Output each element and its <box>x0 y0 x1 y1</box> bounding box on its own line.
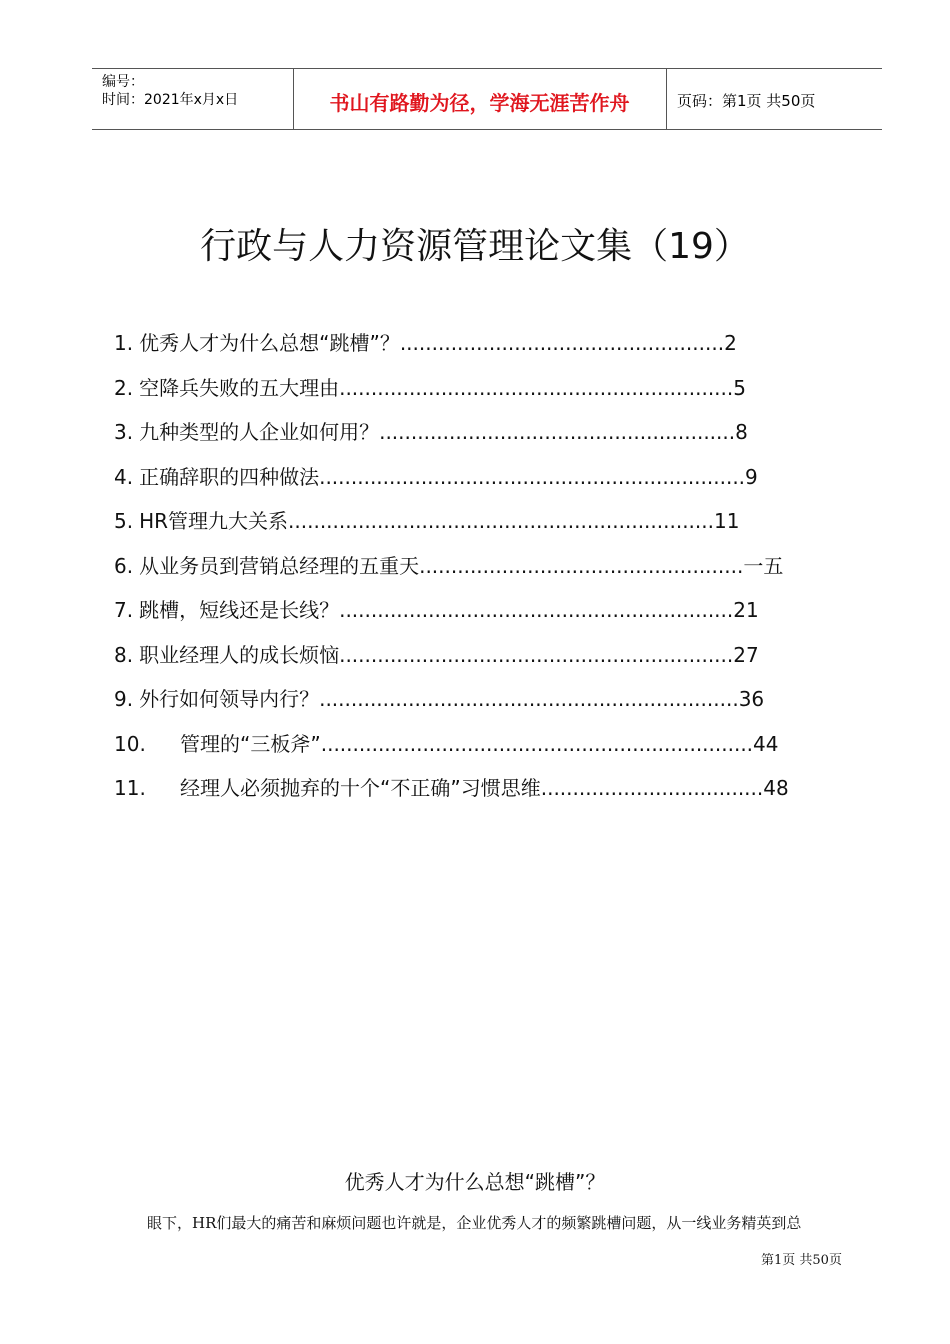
toc-text: HR管理九大关系 <box>139 509 289 533</box>
toc-number: 8. <box>114 642 134 667</box>
toc-number: 3. <box>114 420 134 444</box>
toc-leader: .............................................................. <box>339 642 734 667</box>
document-time-label: 时间：2021年x月x日 <box>102 92 239 108</box>
toc-page: 27 <box>733 642 759 667</box>
toc-number: 2. <box>114 375 134 400</box>
toc-page: 44 <box>753 731 779 756</box>
toc-leader: .............................................................. <box>339 375 734 400</box>
toc-item[interactable] <box>114 550 874 595</box>
document-number-label: 编号： <box>102 74 144 90</box>
header-motto: 书山有路勤为径，学海无涯苦作舟 <box>329 91 630 115</box>
toc-number: 9. <box>114 687 134 711</box>
toc-leader: .................................................................. <box>319 687 739 711</box>
table-of-contents <box>114 327 874 817</box>
toc-text: 跳槽，短线还是长线？ <box>139 598 340 622</box>
toc-page: 36 <box>738 687 765 711</box>
toc-text: 管理的“三板斧” <box>180 731 321 756</box>
toc-leader: .............................................................. <box>339 598 734 622</box>
toc-page: 21 <box>733 598 759 622</box>
toc-leader: ................................................... <box>419 553 744 578</box>
toc-number: 4. <box>114 464 134 489</box>
toc-text: 外行如何领导内行？ <box>139 687 320 711</box>
toc-text: 九种类型的人企业如何用？ <box>139 420 380 444</box>
toc-page: 11 <box>713 509 740 533</box>
header-motto-cell <box>293 69 667 129</box>
toc-page: 一五 <box>743 553 784 578</box>
toc-page: 48 <box>763 776 789 800</box>
header-right-cell <box>667 69 882 129</box>
toc-item[interactable] <box>114 639 874 684</box>
toc-item[interactable] <box>114 772 874 817</box>
toc-item[interactable] <box>114 461 874 506</box>
toc-page: 2 <box>724 331 737 355</box>
page-footer: 第1页 共50页 <box>761 1253 842 1268</box>
toc-page: 8 <box>735 420 748 444</box>
toc-number: 1. <box>114 331 134 355</box>
toc-item[interactable] <box>114 327 874 372</box>
toc-text: 优秀人才为什么总想“跳槽”？ <box>139 331 400 355</box>
toc-item[interactable] <box>114 594 874 639</box>
toc-leader: ................................................................... <box>319 464 746 489</box>
header-page-label: 页码：第1页 共50页 <box>677 92 816 110</box>
header-left-cell <box>92 69 294 129</box>
toc-number: 11. <box>114 776 146 800</box>
toc-leader: ................................................................... <box>288 509 714 533</box>
toc-text: 从业务员到营销总经理的五重天 <box>139 553 420 578</box>
toc-leader: ................................... <box>540 776 764 800</box>
toc-page: 5 <box>733 375 746 400</box>
toc-number: 7. <box>114 598 134 622</box>
document-title: 行政与人力资源管理论文集（19） <box>200 226 750 267</box>
toc-leader: ................................................... <box>399 331 725 355</box>
toc-item[interactable] <box>114 505 874 550</box>
toc-number: 6. <box>114 553 134 578</box>
toc-item[interactable] <box>114 416 874 461</box>
toc-text: 正确辞职的四种做法 <box>139 464 320 489</box>
section-heading: 优秀人才为什么总想“跳槽”？ <box>344 1170 606 1194</box>
body-paragraph: 眼下，HR们最大的痛苦和麻烦问题也许就是，企业优秀人才的频繁跳槽问题，从一线业务精英到总 <box>147 1214 802 1232</box>
toc-item[interactable] <box>114 728 874 773</box>
toc-leader: .................................................................... <box>320 731 754 756</box>
toc-item[interactable] <box>114 372 874 417</box>
toc-text: 空降兵失败的五大理由 <box>139 375 340 400</box>
toc-page: 9 <box>745 464 758 489</box>
toc-text: 职业经理人的成长烦恼 <box>139 642 340 667</box>
toc-item[interactable] <box>114 683 874 728</box>
page-header <box>92 68 882 130</box>
toc-text: 经理人必须抛弃的十个“不正确”习惯思维 <box>180 776 541 800</box>
toc-number: 10. <box>114 731 146 756</box>
toc-number: 5. <box>114 509 134 533</box>
toc-leader: ........................................................ <box>379 420 736 444</box>
